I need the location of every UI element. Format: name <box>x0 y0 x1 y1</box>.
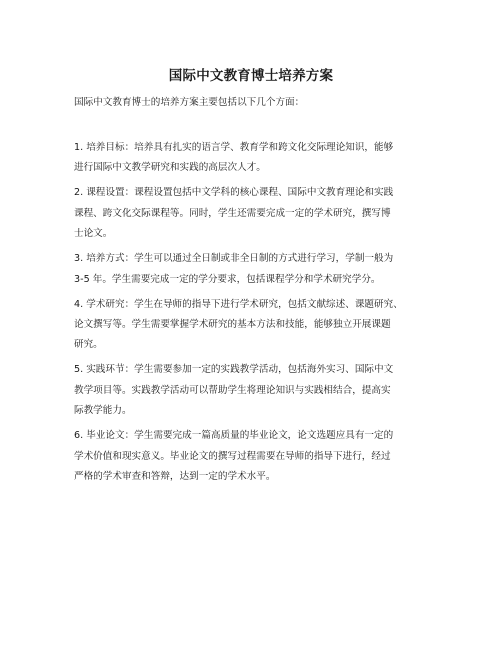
text-line: 研究。 <box>74 339 103 351</box>
text-line: 3. 培养方式：学生可以通过全日制或非全日制的方式进行学习，学制一般为 <box>74 253 394 265</box>
text-line: 进行国际中文教学研究和实践的高层次人才。 <box>74 162 266 174</box>
text-line: 教学项目等。实践教学活动可以帮助学生将理论知识与实践相结合，提高实 <box>74 384 391 396</box>
plan-item-5 <box>74 360 430 421</box>
plan-item-1 <box>74 138 430 179</box>
page-title: 国际中文教育博士培养方案 <box>168 68 334 84</box>
text-line: 4. 学术研究：学生在导师的指导下进行学术研究，包括文献综述、课题研究、 <box>74 298 403 310</box>
plan-item-3 <box>74 249 430 290</box>
text-line: 严格的学术审查和答辩，达到一定的学术水平。 <box>74 471 276 483</box>
plan-item-2 <box>74 183 430 244</box>
text-line: 士论文。 <box>74 228 113 240</box>
text-line: 2. 课程设置：课程设置包括中文学科的核心课程、国际中文教育理论和实践 <box>74 187 394 199</box>
plan-item-6 <box>74 426 430 487</box>
text-line: 论文撰写等。学生需要掌握学术研究的基本方法和技能，能够独立开展课题 <box>74 319 391 331</box>
intro-paragraph: 国际中文教育博士的培养方案主要包括以下几个方面： <box>74 97 305 108</box>
text-line: 1. 培养目标：培养具有扎实的语言学、教育学和跨文化交际理论知识，能够 <box>74 142 394 153</box>
text-line: 3-5 年。学生需要完成一定的学分要求，包括课程学分和学术研究学分。 <box>74 273 381 285</box>
plan-item-4 <box>74 295 430 356</box>
text-line: 学术价值和现实意义。毕业论文的撰写过程需要在导师的指导下进行，经过 <box>74 450 391 462</box>
text-line: 6. 毕业论文：学生需要完成一篇高质量的毕业论文，论文选题应具有一定的 <box>74 430 394 442</box>
text-line: 际教学能力。 <box>74 405 132 417</box>
text-line: 5. 实践环节：学生需要参加一定的实践教学活动，包括海外实习、国际中文 <box>74 364 394 376</box>
plan-item-list <box>74 138 430 492</box>
text-line: 课程、跨文化交际课程等。同时，学生还需要完成一定的学术研究，撰写博 <box>74 207 391 219</box>
